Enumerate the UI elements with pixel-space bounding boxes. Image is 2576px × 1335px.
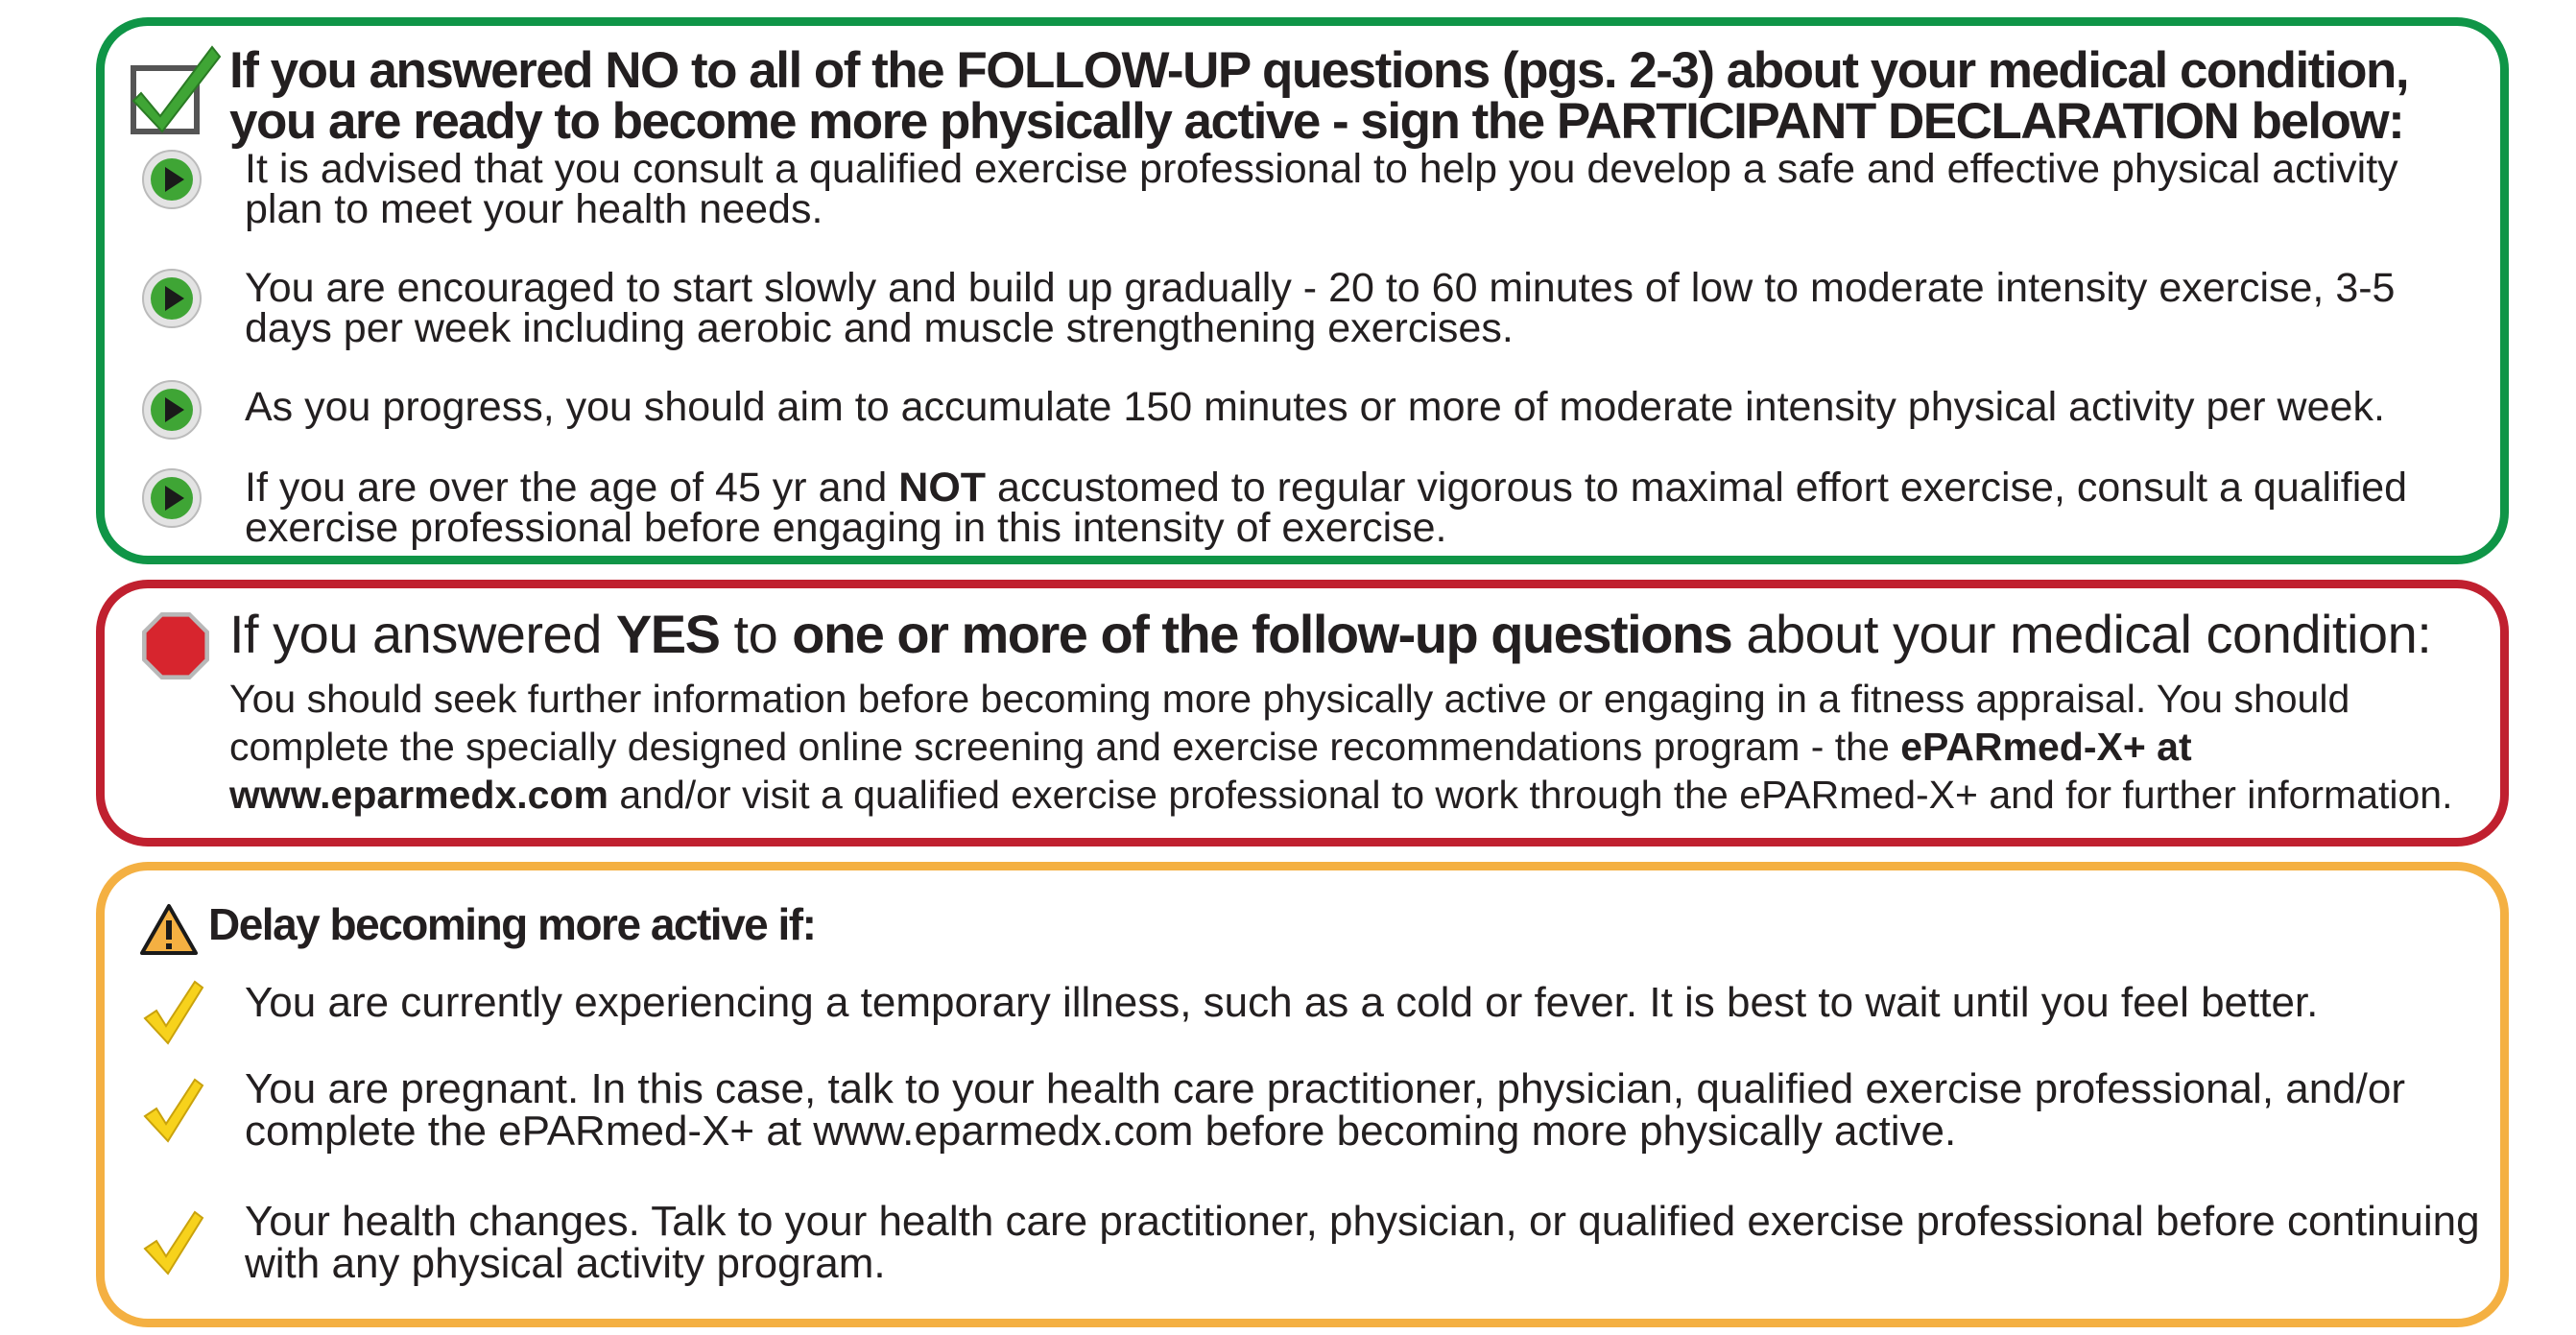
play-icon <box>141 467 203 529</box>
orange-item-text: You are currently experiencing a temporary illness, such as a cold or fever. It is best to wait until you feel better. <box>245 979 2319 1026</box>
orange-item-text: You are pregnant. In this case, talk to your health care practitioner, physician, qualified exercise professional, and/or complete the ePARmed-X+ at www.eparmedx.com before becoming more physically active. <box>245 1065 2406 1155</box>
clearance-box <box>96 17 2509 564</box>
green-heading-line2: you are ready to become more physically active - sign the PARTICIPANT DECLARATION below: <box>229 93 2404 150</box>
green-item-text: As you progress, you should aim to accumulate 150 minutes or more of moderate intensity physical activity per week. <box>245 384 2385 430</box>
delay-box <box>96 862 2509 1327</box>
red-heading: If you answered YES to one or more of the follow-up questions about your medical condition: <box>229 604 2432 664</box>
green-heading-line1: If you answered NO to all of the FOLLOW-UP questions (pgs. 2-3) about your medical condition, <box>229 42 2409 99</box>
green-item-text: If you are over the age of 45 yr and NOT accustomed to regular vigorous to maximal effort exercise, consult a qualified exercise professional before engaging in this intensity of exercise. <box>245 465 2408 551</box>
further-info-box <box>96 580 2509 846</box>
green-heading <box>229 42 2494 150</box>
red-body-text: You should seek further information before becoming more physically active or engaging in a fitness appraisal. You should complete the specially designed online screening and exercise recommendations program - the ePARmed-X+ at www.eparmedx.com and/or visit a qualified exercise professional to work through the ePARmed-X+ and for further information. <box>229 677 2453 817</box>
warning-icon <box>139 903 199 957</box>
checkmark-icon <box>141 1208 204 1277</box>
checkmark-icon <box>141 1076 204 1145</box>
play-icon <box>141 149 203 210</box>
orange-item-text: Your health changes. Talk to your health care practitioner, physician, or qualified exercise professional before continuing with any physical activity program. <box>245 1198 2480 1287</box>
play-icon <box>141 268 203 329</box>
emphasis-not: NOT <box>898 465 987 511</box>
checkmark-icon <box>141 978 204 1047</box>
green-item-text: It is advised that you consult a qualified exercise professional to help you develop a safe and effective physical activity plan to meet your health needs. <box>245 146 2398 232</box>
orange-heading: Delay becoming more active if: <box>208 899 816 949</box>
green-item-text: You are encouraged to start slowly and build up gradually - 20 to 60 minutes of low to moderate intensity exercise, 3-5 days per week including aerobic and muscle strengthening exercises. <box>245 265 2396 351</box>
checkbox-checked-icon <box>128 39 224 139</box>
play-icon <box>141 379 203 441</box>
stop-sign-icon <box>139 609 212 682</box>
eparmedx-link-text: ePARmed-X+ at www.eparmedx.com <box>229 725 2192 817</box>
